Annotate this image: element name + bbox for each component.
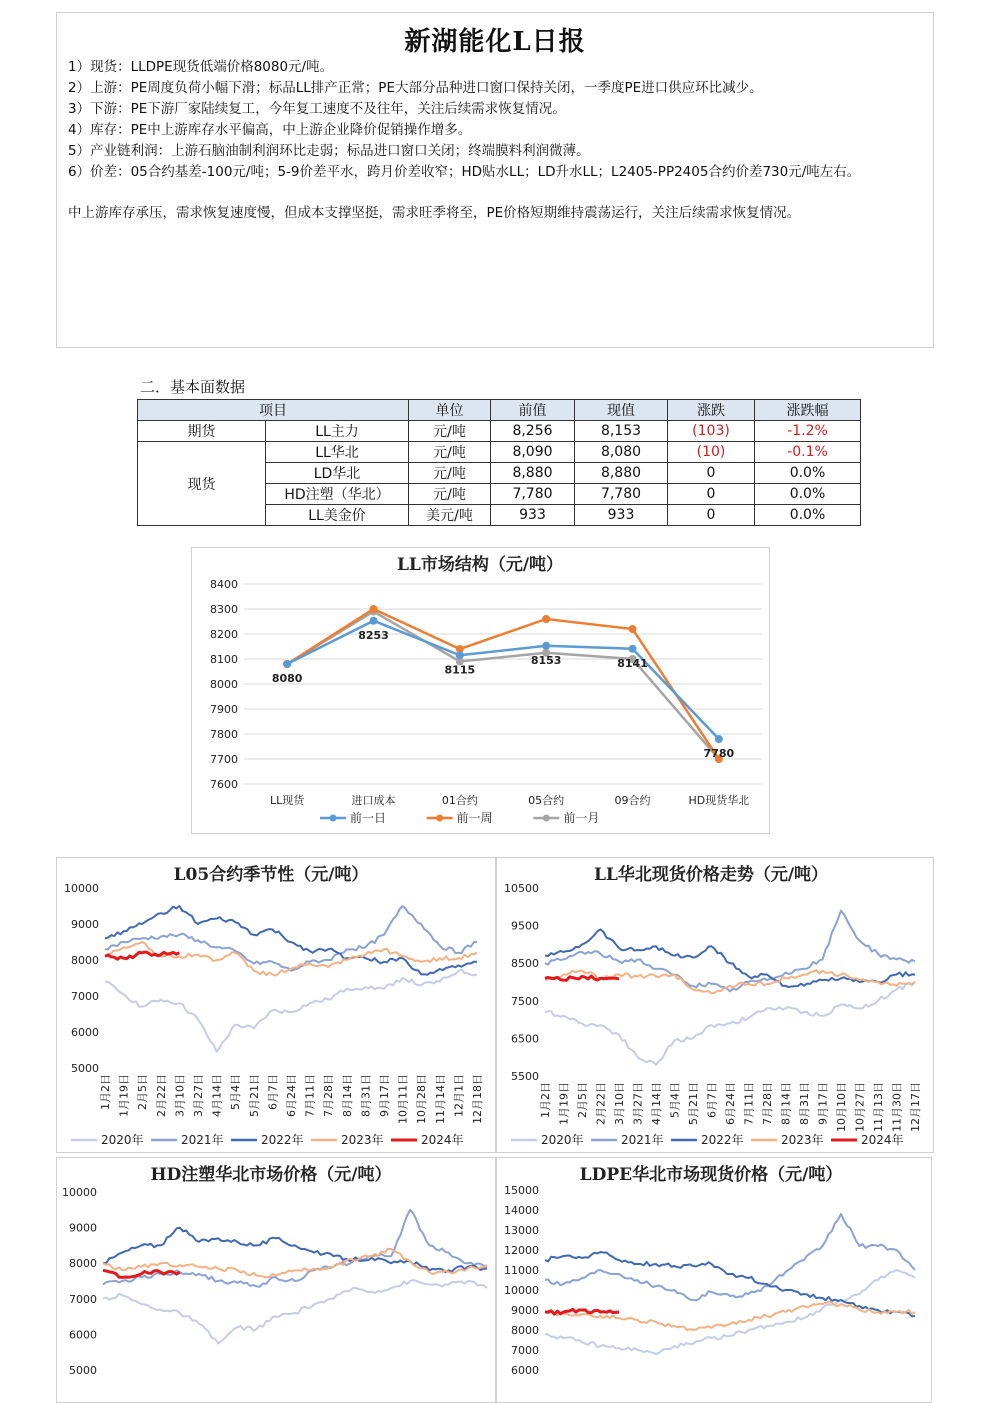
legend-label: 2021年 xyxy=(621,1133,664,1147)
x-tick-label: 11月14日 xyxy=(433,1074,447,1124)
group-futures: 期货 xyxy=(138,421,266,442)
legend-label: 2021年 xyxy=(181,1133,224,1147)
y-tick-label: 8000 xyxy=(511,1324,539,1337)
y-tick-label: 9000 xyxy=(511,1304,539,1317)
y-tick-label: 13000 xyxy=(504,1224,539,1237)
row-item: LD华北 xyxy=(266,463,409,484)
legend-label: 2022年 xyxy=(261,1133,304,1147)
y-tick-label: 8200 xyxy=(210,628,238,641)
l05-seasonality-chart xyxy=(56,857,496,1153)
x-tick-label: 12月1日 xyxy=(452,1074,466,1117)
report-line: 6）价差：05合约基差-100元/吨；5-9价差平水，跨月价差收窄；HD贴水LL；LD升水LL；L2405-PP2405合约价差730元/吨左右。 xyxy=(68,164,861,180)
series-line xyxy=(105,906,477,975)
y-tick-label: 6000 xyxy=(69,1328,97,1342)
x-tick-label: 6月7日 xyxy=(266,1074,280,1110)
report-line: 1）现货：LLDPE现货低端价格8080元/吨。 xyxy=(68,59,334,75)
row-curr: 8,880 xyxy=(575,463,668,484)
x-tick-label: 12月17日 xyxy=(909,1082,922,1132)
row-item: HD注塑（华北） xyxy=(266,484,409,505)
market-structure-chart xyxy=(191,547,770,834)
row-change: 0 xyxy=(668,484,755,505)
legend-label: 2023年 xyxy=(341,1133,384,1147)
series-line xyxy=(105,969,477,1051)
x-tick-label: 9月17日 xyxy=(816,1082,830,1125)
x-tick-label: 1月2日 xyxy=(99,1074,112,1110)
report-summary: 中上游库存承压，需求恢复速度慢，但成本支撑坚挺，需求旺季将至，PE价格短期维持震荡运行，关注后续需求恢复情况。 xyxy=(68,205,801,221)
x-tick-label: 9月17日 xyxy=(378,1074,391,1117)
ldpe-north-svg xyxy=(497,1158,931,1402)
y-tick-label: 10000 xyxy=(504,1284,539,1297)
series-line xyxy=(545,1214,915,1300)
row-prev: 8,256 xyxy=(491,421,575,442)
row-pct: -0.1% xyxy=(755,442,861,463)
row-change: (10) xyxy=(668,442,755,463)
chart-title: L05合约季节性（元/吨） xyxy=(173,865,369,885)
table-row xyxy=(138,442,861,463)
report-line: 5）产业链利润：上游石脑油制利润环比走弱；标品进口窗口关闭；终端膜料利润微薄。 xyxy=(68,143,590,159)
series-line xyxy=(103,1228,487,1273)
x-category-label: 05合约 xyxy=(528,794,565,807)
chart-title: HD注塑华北市场价格（元/吨） xyxy=(150,1165,392,1185)
data-label: 8253 xyxy=(358,628,389,642)
legend-marker xyxy=(436,815,443,822)
data-point xyxy=(629,645,637,653)
chart-title: LDPE华北市场现货价格（元/吨） xyxy=(579,1165,843,1185)
row-item: LL主力 xyxy=(266,421,409,442)
x-tick-label: 2月22日 xyxy=(594,1082,608,1125)
x-tick-label: 2月5日 xyxy=(576,1082,589,1118)
row-curr: 8,080 xyxy=(575,442,668,463)
x-tick-label: 1月19日 xyxy=(557,1082,571,1125)
row-unit: 美元/吨 xyxy=(409,505,491,526)
row-item: LL美金价 xyxy=(266,505,409,526)
report-line: 2）上游：PE周度负荷小幅下滑；标品LL排产正常；PE大部分品种进口窗口保持关闭，一季度PE进口供应环比减少。 xyxy=(68,80,763,96)
x-tick-label: 6月7日 xyxy=(705,1082,719,1118)
y-tick-label: 8000 xyxy=(71,954,99,967)
data-label: 8141 xyxy=(617,656,648,670)
y-tick-label: 10500 xyxy=(504,882,539,895)
x-tick-label: 12月18日 xyxy=(471,1074,484,1124)
y-tick-label: 7900 xyxy=(210,703,238,716)
row-change: 0 xyxy=(668,463,755,484)
x-tick-label: 1月19日 xyxy=(117,1074,131,1117)
ldpe-north-chart xyxy=(496,1157,932,1403)
row-change: (103) xyxy=(668,421,755,442)
data-label: 7780 xyxy=(703,747,735,760)
x-tick-label: 5月21日 xyxy=(687,1082,700,1125)
x-tick-label: 4月14日 xyxy=(650,1082,663,1125)
row-unit: 元/吨 xyxy=(409,463,491,484)
legend-label: 2020年 xyxy=(101,1133,144,1147)
x-tick-label: 6月24日 xyxy=(724,1082,737,1125)
y-tick-label: 5000 xyxy=(69,1364,97,1377)
table-header-row xyxy=(138,400,861,421)
legend-marker xyxy=(330,815,337,822)
x-tick-label: 10月11日 xyxy=(396,1074,410,1124)
data-point xyxy=(370,617,378,625)
x-tick-label: 3月27日 xyxy=(192,1074,205,1117)
y-tick-label: 11000 xyxy=(504,1264,539,1277)
row-pct: -1.2% xyxy=(755,421,861,442)
header-item: 项目 xyxy=(138,400,409,421)
data-point xyxy=(542,615,550,623)
y-tick-label: 12000 xyxy=(504,1244,539,1257)
y-tick-label: 5500 xyxy=(511,1070,539,1083)
header-prev: 前值 xyxy=(491,400,575,421)
y-tick-label: 7500 xyxy=(511,994,539,1008)
y-tick-label: 7700 xyxy=(210,753,238,766)
x-tick-label: 3月27日 xyxy=(631,1082,645,1125)
hd-injection-chart xyxy=(56,1157,496,1403)
data-label: 8080 xyxy=(271,672,303,685)
x-category-label: LL现货 xyxy=(270,794,305,807)
x-tick-label: 11月13日 xyxy=(872,1082,885,1132)
table-row xyxy=(138,421,861,442)
fundamentals-table xyxy=(137,399,861,526)
y-tick-label: 7000 xyxy=(69,1292,97,1306)
row-pct: 0.0% xyxy=(755,505,861,526)
y-tick-label: 8300 xyxy=(210,603,238,616)
x-category-label: 01合约 xyxy=(441,794,478,807)
x-tick-label: 2月5日 xyxy=(136,1074,150,1110)
data-point xyxy=(456,651,464,659)
data-label: 8153 xyxy=(530,653,562,667)
y-tick-label: 6500 xyxy=(511,1032,539,1046)
report-line: 3）下游：PE下游厂家陆续复工，今年复工速度不及往年，关注后续需求恢复情况。 xyxy=(68,101,566,117)
row-prev: 8,090 xyxy=(491,442,575,463)
x-tick-label: 1月2日 xyxy=(539,1082,552,1118)
legend-label: 前一周 xyxy=(456,811,493,825)
y-tick-label: 9000 xyxy=(69,1221,97,1235)
data-point xyxy=(542,642,550,650)
row-prev: 933 xyxy=(491,505,575,526)
x-tick-label: 7月11日 xyxy=(303,1074,317,1117)
report-line: 4）库存：PE中上游库存水平偏高，中上游企业降价促销操作增多。 xyxy=(68,122,472,138)
x-tick-label: 8月31日 xyxy=(359,1074,373,1117)
y-tick-label: 14000 xyxy=(504,1204,539,1217)
data-point xyxy=(715,735,723,743)
x-tick-label: 10月10日 xyxy=(835,1082,848,1132)
x-tick-label: 3月10日 xyxy=(173,1074,187,1117)
legend-label: 2024年 xyxy=(421,1133,464,1147)
data-point xyxy=(283,660,291,668)
x-tick-label: 6月24日 xyxy=(285,1074,298,1117)
y-tick-label: 6000 xyxy=(71,1026,99,1039)
market-structure-svg xyxy=(192,548,769,833)
legend-label: 2024年 xyxy=(861,1133,904,1147)
y-tick-label: 9000 xyxy=(71,918,99,931)
x-tick-label: 11月30日 xyxy=(890,1082,904,1132)
legend-label: 前一日 xyxy=(350,811,387,825)
x-category-label: 进口成本 xyxy=(351,794,396,807)
data-label: 8115 xyxy=(444,663,476,677)
x-tick-label: 8月31日 xyxy=(798,1082,811,1125)
legend-marker xyxy=(543,815,550,822)
series-line xyxy=(545,982,915,1065)
row-change: 0 xyxy=(668,505,755,526)
row-unit: 元/吨 xyxy=(409,442,491,463)
y-tick-label: 6000 xyxy=(511,1364,539,1377)
x-tick-label: 5月4日 xyxy=(668,1082,682,1118)
row-prev: 7,780 xyxy=(491,484,575,505)
chart-title: LL市场结构（元/吨） xyxy=(396,555,564,575)
x-tick-label: 7月11日 xyxy=(742,1082,756,1125)
header-curr: 现值 xyxy=(575,400,668,421)
row-pct: 0.0% xyxy=(755,463,861,484)
x-category-label: HD现货华北 xyxy=(688,794,750,807)
x-tick-label: 7月28日 xyxy=(322,1074,336,1117)
y-tick-label: 5000 xyxy=(71,1062,99,1075)
x-tick-label: 5月21日 xyxy=(247,1074,261,1117)
l05-seasonality-svg xyxy=(57,858,495,1152)
header-change: 涨跌 xyxy=(668,400,755,421)
x-tick-label: 2月22日 xyxy=(154,1074,168,1117)
row-prev: 8,880 xyxy=(491,463,575,484)
x-tick-label: 10月27日 xyxy=(853,1082,867,1132)
x-tick-label: 8月14日 xyxy=(340,1074,354,1117)
x-tick-label: 4月14日 xyxy=(210,1074,224,1117)
series-line xyxy=(103,1210,487,1287)
x-tick-label: 8月14日 xyxy=(779,1082,793,1125)
data-point xyxy=(629,625,637,633)
header-pct: 涨跌幅 xyxy=(755,400,861,421)
y-tick-label: 7000 xyxy=(71,990,99,1003)
ll-north-spot-svg xyxy=(497,858,933,1152)
y-tick-label: 8500 xyxy=(511,957,539,971)
legend-label: 2023年 xyxy=(781,1133,824,1147)
header-unit: 单位 xyxy=(409,400,491,421)
y-tick-label: 15000 xyxy=(504,1184,539,1197)
x-tick-label: 10月28日 xyxy=(415,1074,429,1124)
series-line xyxy=(103,1280,487,1343)
row-curr: 933 xyxy=(575,505,668,526)
legend-label: 前一月 xyxy=(563,811,600,825)
report-title: 新湖能化L日报 xyxy=(404,27,586,57)
x-category-label: 09合约 xyxy=(614,794,651,807)
y-tick-label: 7800 xyxy=(210,728,238,741)
legend-label: 2020年 xyxy=(541,1133,584,1147)
y-tick-label: 7600 xyxy=(210,778,238,791)
row-curr: 8,153 xyxy=(575,421,668,442)
x-tick-label: 5月4日 xyxy=(229,1074,243,1110)
y-tick-label: 10000 xyxy=(64,882,99,895)
y-tick-label: 7000 xyxy=(511,1344,539,1357)
ll-north-spot-chart xyxy=(496,857,934,1153)
report-box xyxy=(56,12,934,348)
row-unit: 元/吨 xyxy=(409,421,491,442)
y-tick-label: 8000 xyxy=(69,1257,97,1271)
series-line xyxy=(545,1252,915,1316)
row-item: LL华北 xyxy=(266,442,409,463)
section-title: 二．基本面数据 xyxy=(140,378,246,396)
y-tick-label: 8400 xyxy=(210,578,238,591)
group-spot: 现货 xyxy=(138,442,266,526)
hd-injection-svg xyxy=(57,1158,495,1402)
row-pct: 0.0% xyxy=(755,484,861,505)
y-tick-label: 10000 xyxy=(62,1186,97,1199)
row-curr: 7,780 xyxy=(575,484,668,505)
row-unit: 元/吨 xyxy=(409,484,491,505)
y-tick-label: 8100 xyxy=(210,653,238,666)
chart-title: LL华北现货价格走势（元/吨） xyxy=(593,865,829,885)
x-tick-label: 7月28日 xyxy=(761,1082,774,1125)
report-lines xyxy=(68,57,928,224)
y-tick-label: 9500 xyxy=(511,919,539,933)
y-tick-label: 8000 xyxy=(210,678,238,691)
x-tick-label: 3月10日 xyxy=(613,1082,626,1125)
legend-label: 2022年 xyxy=(701,1133,744,1147)
series-line xyxy=(287,621,719,739)
data-point xyxy=(370,605,378,613)
